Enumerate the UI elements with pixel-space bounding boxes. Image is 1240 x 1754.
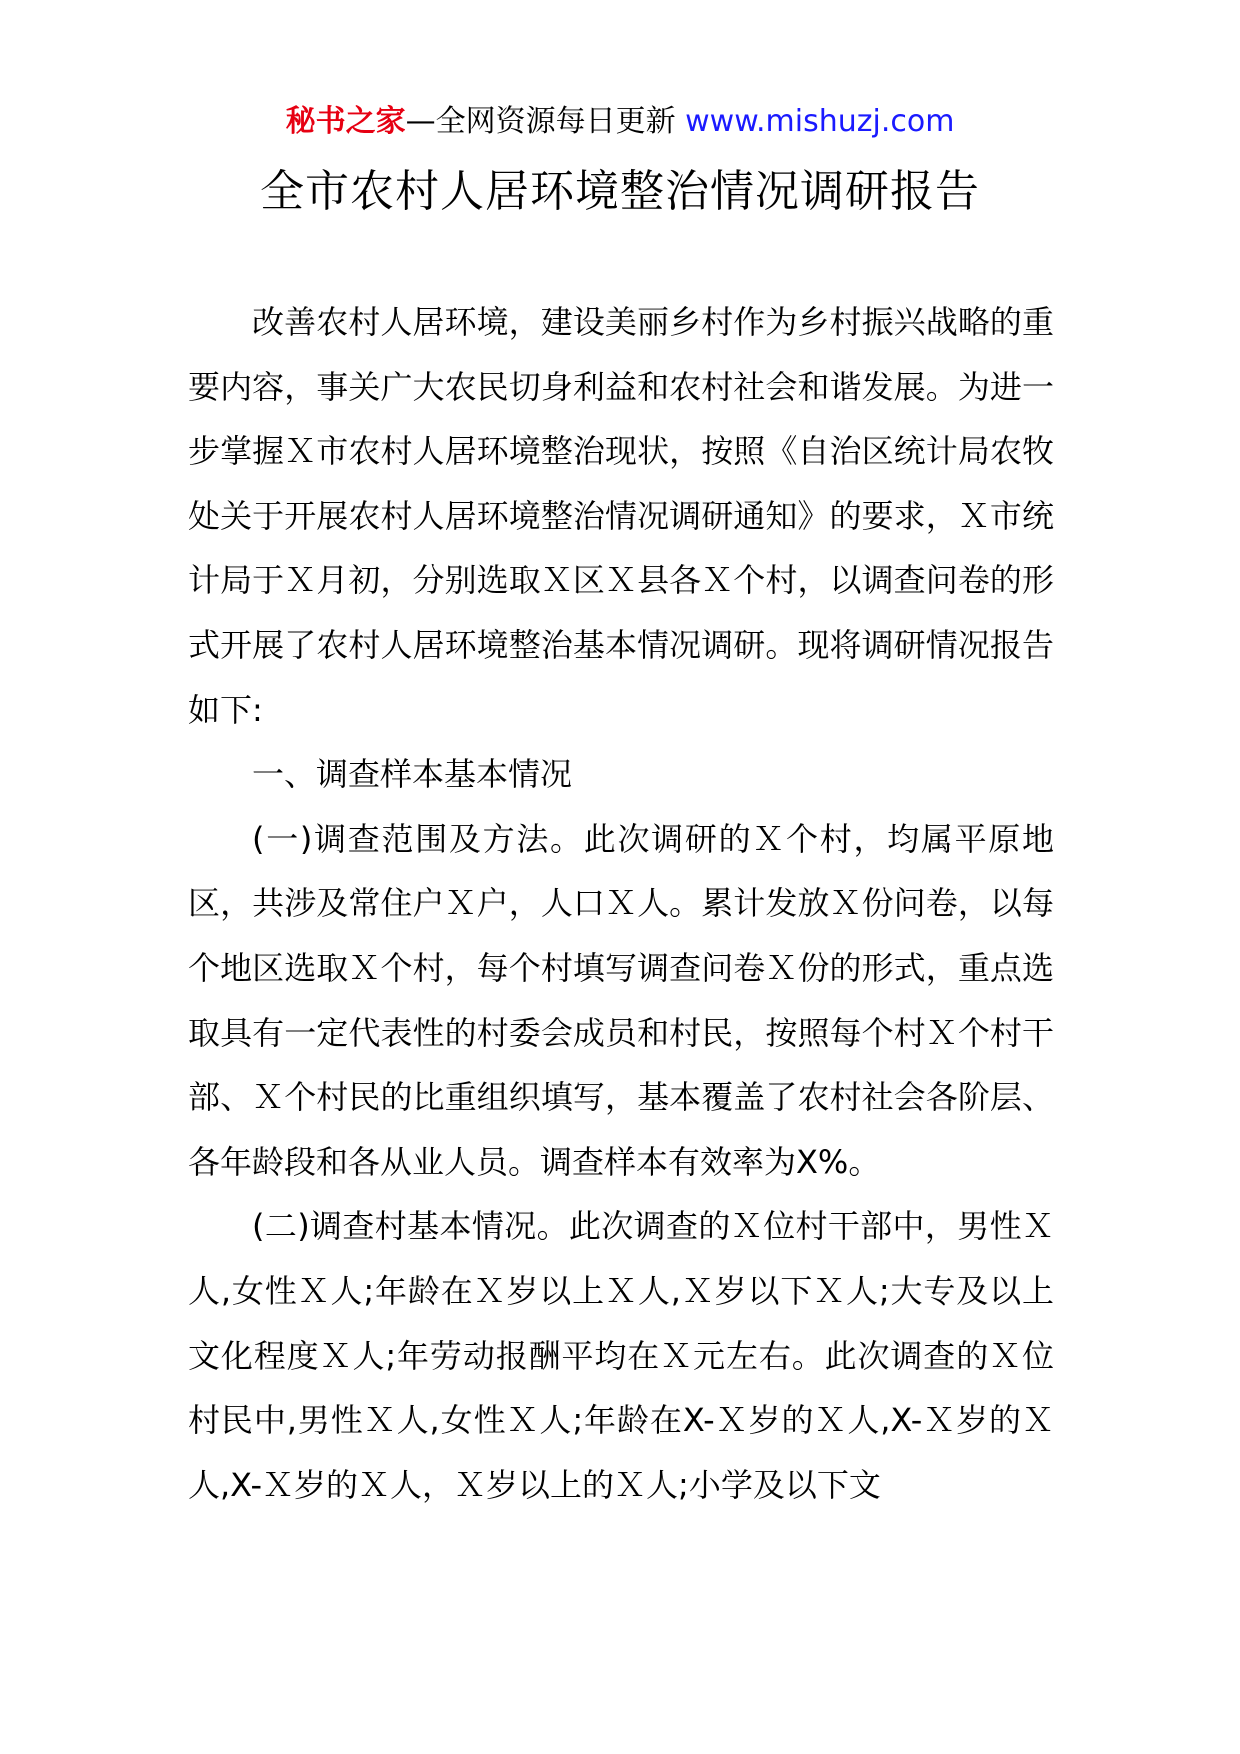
section-heading: 一、调查样本基本情况 — [252, 755, 573, 794]
village-info-paragraph: (二)调查村基本情况。此次调查的Ｘ位村干部中，男性Ｘ人,女性Ｘ人;年龄在Ｘ岁以上Ｘ人,Ｘ岁以下Ｘ人;大专及以上文化程度Ｘ人;年劳动报酬平均在Ｘ元左右。此次调查的Ｘ位村民中,男性Ｘ人,女性Ｘ人;年龄在X-Ｘ岁的Ｘ人,X-Ｘ岁的Ｘ人,X-Ｘ岁的Ｘ人，Ｘ岁以上的Ｘ人;小学及以下文 — [188, 1207, 1054, 1504]
document-title: 全市农村人居环境整治情况调研报告 — [260, 166, 980, 217]
site-slogan: —全网资源每日更新 — [405, 104, 676, 139]
intro-paragraph: 改善农村人居环境，建设美丽乡村作为乡村振兴战略的重要内容，事关广大农民切身利益和农村社会和谐发展。为进一步掌握Ｘ市农村人居环境整治现状，按照《自治区统计局农牧处关于开展农村人居环境整治情况调研通知》的要求，Ｘ市统计局于Ｘ月初，分别选取Ｘ区Ｘ县各Ｘ个村，以调查问卷的形式开展了农村人居环境整治基本情况调研。现将调研情况报告如下: — [188, 303, 1054, 729]
scope-method-paragraph: (一)调查范围及方法。此次调研的Ｘ个村，均属平原地区，共涉及常住户Ｘ户，人口Ｘ人。累计发放Ｘ份问卷，以每个地区选取Ｘ个村，每个村填写调查问卷Ｘ份的形式，重点选取具有一定代表性的村委会成员和村民，按照每个村Ｘ个村干部、Ｘ个村民的比重组织填写，基本覆盖了农村社会各阶层、各年龄段和各从业人员。调查样本有效率为X%。 — [188, 819, 1054, 1181]
document-body — [188, 290, 1054, 1517]
site-header — [0, 100, 1240, 144]
site-url[interactable]: www.mishuzj.com — [685, 104, 955, 139]
brand-name: 秘书之家 — [285, 104, 406, 139]
